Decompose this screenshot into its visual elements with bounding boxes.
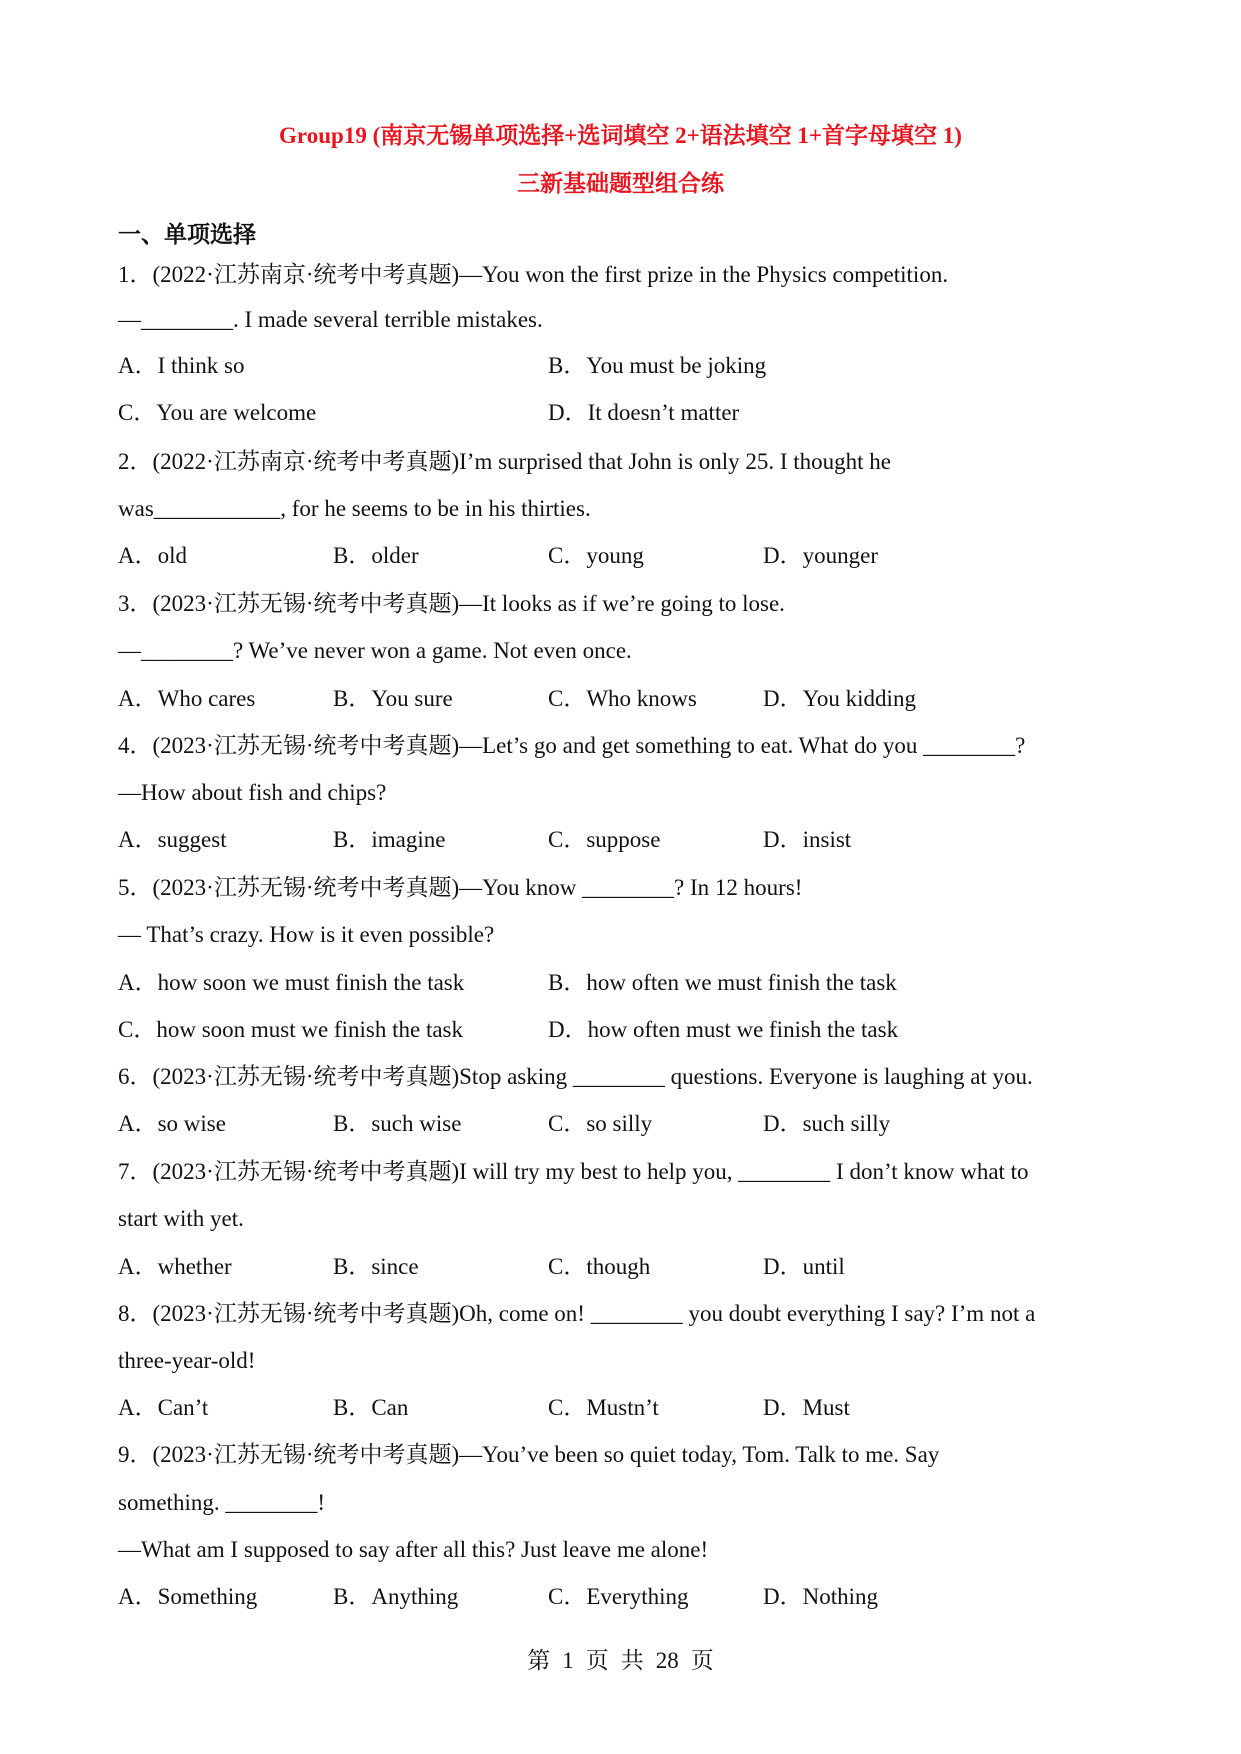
question-9-option-b: B．Anything	[333, 1584, 459, 1609]
question-8-option-c: C．Mustn’t	[548, 1395, 659, 1420]
question-1-option-c: C．You are welcome	[118, 400, 317, 425]
question-6-option-a: A．so wise	[118, 1111, 226, 1136]
question-9-option-d: D．Nothing	[763, 1584, 878, 1609]
question-8-line-2: three-year-old!	[118, 1348, 256, 1373]
page-footer	[0, 1646, 1241, 1676]
question-1-option-a: A．I think so	[118, 353, 245, 378]
question-3-option-b: B．You sure	[333, 686, 453, 711]
question-2-line-2: was___________, for he seems to be in his thirties.	[118, 496, 591, 521]
question-7-line-1: 7．(2023·江苏无锡·统考中考真题)I will try my best to help you, ________ I don’t know what to	[118, 1159, 1029, 1184]
question-9-line-3: —What am I supposed to say after all this? Just leave me alone!	[118, 1537, 709, 1562]
question-5-option-a: A．how soon we must finish the task	[118, 970, 465, 995]
question-9-option-a: A．Something	[118, 1584, 258, 1609]
question-7-line-2: start with yet.	[118, 1206, 244, 1231]
question-2-option-b: B．older	[333, 543, 419, 568]
question-6-option-d: D．such silly	[763, 1111, 891, 1136]
question-7-option-b: B．since	[333, 1254, 419, 1279]
question-5-line-2: — That’s crazy. How is it even possible?	[118, 922, 495, 947]
question-9-option-c: C．Everything	[548, 1584, 689, 1609]
footer-ye-2: 页	[690, 1648, 714, 1673]
question-5-line-1: 5．(2023·江苏无锡·统考中考真题)—You know ________? In 12 hours!	[118, 875, 803, 900]
footer-gong: 共	[620, 1648, 644, 1673]
question-8-option-a: A．Can’t	[118, 1395, 209, 1420]
question-2-option-c: C．young	[548, 543, 644, 568]
question-1-option-d: D．It doesn’t matter	[548, 400, 740, 425]
question-4-line-2: —How about fish and chips?	[118, 780, 387, 805]
question-6-option-c: C．so silly	[548, 1111, 653, 1136]
question-8-line-1: 8．(2023·江苏无锡·统考中考真题)Oh, come on! ________ you doubt everything I say? I’m not a	[118, 1301, 1036, 1326]
footer-ye: 页	[585, 1648, 609, 1673]
document-title: Group19 (南京无锡单项选择+选词填空 2+语法填空 1+首字母填空 1)	[279, 123, 962, 148]
question-6-line-1: 6．(2023·江苏无锡·统考中考真题)Stop asking ________ questions. Everyone is laughing at you.	[118, 1064, 1033, 1089]
question-3-line-2: —________? We’ve never won a game. Not even once.	[118, 638, 632, 663]
question-1-line-1: 1．(2022·江苏南京·统考中考真题)—You won the first prize in the Physics competition.	[118, 262, 949, 287]
question-4-option-a: A．suggest	[118, 827, 227, 852]
question-4-option-b: B．imagine	[333, 827, 446, 852]
page-total: 28	[655, 1648, 679, 1673]
page-number: 1	[562, 1648, 574, 1673]
question-1-line-2: —________. I made several terrible mistakes.	[118, 307, 543, 332]
question-4-option-d: D．insist	[763, 827, 852, 852]
question-8-option-d: D．Must	[763, 1395, 850, 1420]
question-7-option-c: C．though	[548, 1254, 651, 1279]
question-3-option-c: C．Who knows	[548, 686, 697, 711]
question-1-option-b: B．You must be joking	[548, 353, 767, 378]
section-title: 一、单项选择	[118, 222, 256, 248]
question-3-option-d: D．You kidding	[763, 686, 916, 711]
question-5-option-b: B．how often we must finish the task	[548, 970, 897, 995]
question-3-line-1: 3．(2023·江苏无锡·统考中考真题)—It looks as if we’re going to lose.	[118, 591, 785, 616]
question-5-option-c: C．how soon must we finish the task	[118, 1017, 463, 1042]
question-5-option-d: D．how often must we finish the task	[548, 1017, 899, 1042]
question-2-option-a: A．old	[118, 543, 187, 568]
document-subtitle: 三新基础题型组合练	[517, 171, 724, 196]
question-6-option-b: B．such wise	[333, 1111, 462, 1136]
question-3-option-a: A．Who cares	[118, 686, 256, 711]
question-9-line-1: 9．(2023·江苏无锡·统考中考真题)—You’ve been so quiet today, Tom. Talk to me. Say	[118, 1442, 940, 1467]
question-7-option-a: A．whether	[118, 1254, 232, 1279]
question-2-option-d: D．younger	[763, 543, 878, 568]
question-2-line-1: 2．(2022·江苏南京·统考中考真题)I’m surprised that John is only 25. I thought he	[118, 449, 891, 474]
question-9-line-2: something. ________!	[118, 1490, 325, 1515]
question-4-option-c: C．suppose	[548, 827, 661, 852]
question-7-option-d: D．until	[763, 1254, 845, 1279]
question-4-line-1: 4．(2023·江苏无锡·统考中考真题)—Let’s go and get something to eat. What do you ________?	[118, 733, 1026, 758]
question-8-option-b: B．Can	[333, 1395, 409, 1420]
footer-di: 第	[527, 1648, 551, 1673]
